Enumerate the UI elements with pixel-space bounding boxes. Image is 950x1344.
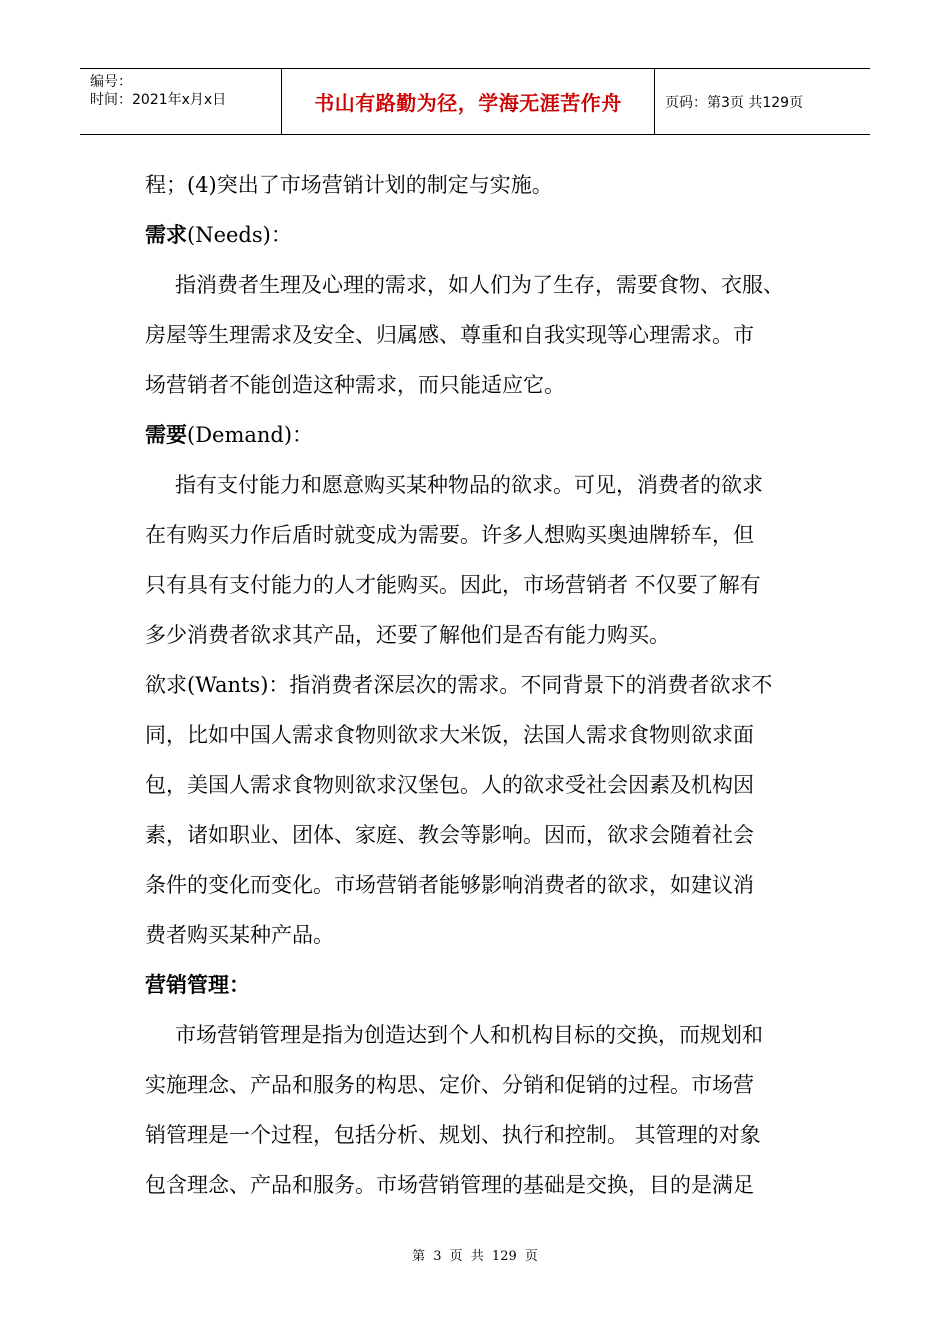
paragraph-line: 销管理是一个过程，包括分析、规划、执行和控制。 其管理的对象 [145, 1123, 761, 1147]
demand-heading-title: 需要 [145, 423, 187, 447]
document-body [145, 160, 815, 1210]
paragraph-line: 指有支付能力和愿意购买某种物品的欲求。可见，消费者的欲求 [175, 473, 763, 497]
paragraph-line: 场营销者不能创造这种需求，而只能适应它。 [145, 373, 565, 397]
paragraph-line: 费者购买某种产品。 [145, 923, 334, 947]
demand-heading [145, 410, 815, 460]
paragraph-line: 房屋等生理需求及安全、归属感、尊重和自我实现等心理需求。市 [145, 323, 754, 347]
paragraph-line: 素，诸如职业、团体、家庭、教会等影响。因而，欲求会随着社会 [145, 823, 754, 847]
header-time-label: 时间：2021年x月x日 [90, 92, 227, 108]
paragraph-line: 在有购买力作后盾时就变成为需要。许多人想购买奥迪牌轿车，但 [145, 523, 754, 547]
paragraph-line: 只有具有支付能力的人才能购买。因此，市场营销者 不仅要了解有 [145, 573, 761, 597]
needs-heading [145, 210, 815, 260]
paragraph-line: 指消费者生理及心理的需求，如人们为了生存，需要食物、衣服、 [175, 273, 784, 297]
marketing-management-heading: 营销管理： [145, 973, 250, 997]
header-page-info: 页码：第3页 共129页 [665, 94, 804, 111]
needs-heading-en: (Needs)： [187, 223, 292, 247]
paragraph-line: 条件的变化而变化。市场营销者能够影响消费者的欲求，如建议消 [145, 873, 754, 897]
document-header [80, 68, 870, 135]
paragraph-line: 包含理念、产品和服务。市场营销管理的基础是交换，目的是满足 [145, 1173, 754, 1197]
paragraph-line: 市场营销管理是指为创造达到个人和机构目标的交换，而规划和 [175, 1023, 763, 1047]
paragraph-line: 欲求(Wants)：指消费者深层次的需求。不同背景下的消费者欲求不 [145, 673, 773, 697]
paragraph-line: 程；(4)突出了市场营销计划的制定与实施。 [145, 173, 553, 197]
header-meta-cell [80, 69, 282, 134]
page-footer: 第 3 页 共 129 页 [412, 1249, 538, 1264]
demand-heading-en: (Demand)： [187, 423, 314, 447]
paragraph-line: 实施理念、产品和服务的构思、定价、分销和促销的过程。市场营 [145, 1073, 754, 1097]
paragraph-line: 多少消费者欲求其产品，还要了解他们是否有能力购买。 [145, 623, 670, 647]
paragraph-line: 同，比如中国人需求食物则欲求大米饭，法国人需求食物则欲求面 [145, 723, 754, 747]
header-number-label: 编号： [90, 74, 132, 90]
header-motto: 书山有路勤为径，学海无涯苦作舟 [282, 69, 655, 134]
paragraph-line: 包，美国人需求食物则欲求汉堡包。人的欲求受社会因素及机构因 [145, 773, 754, 797]
needs-heading-title: 需求 [145, 223, 187, 247]
